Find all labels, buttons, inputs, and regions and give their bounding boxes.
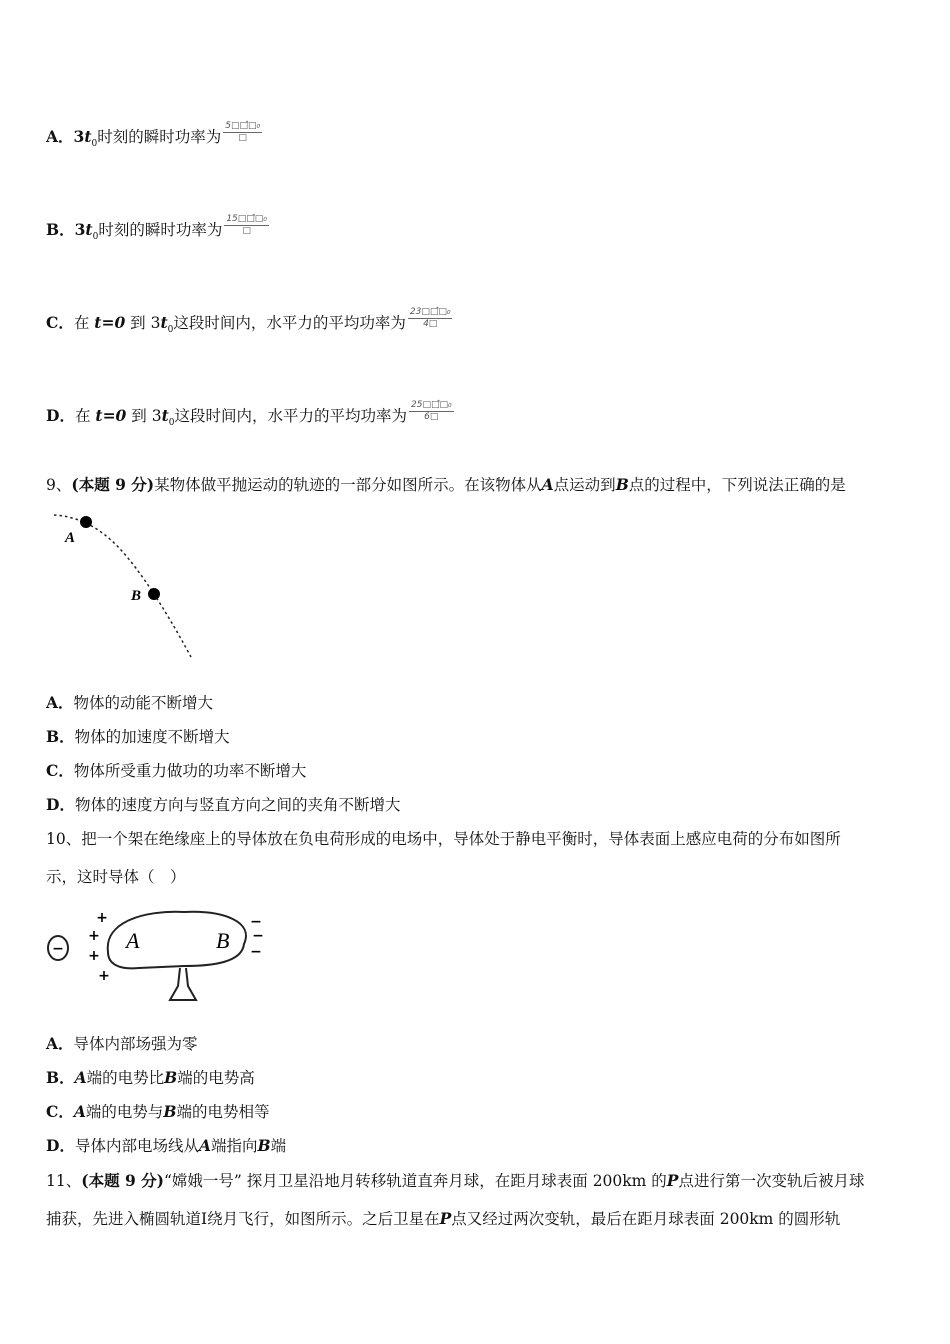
q9-stem: [46, 474, 846, 496]
option-text: 端的电势高: [177, 1069, 255, 1087]
q9-option-d: [46, 794, 400, 816]
option-text: 导体内部电场线从: [74, 1137, 199, 1155]
option-letter: A．: [46, 127, 74, 146]
trajectory-figure: [46, 505, 206, 665]
denominator: □: [238, 132, 247, 143]
option-text: 物体的加速度不断增大: [74, 728, 230, 746]
option-letter: C．: [46, 313, 74, 332]
option-text: 端的电势比: [86, 1069, 165, 1087]
conductor-label-b: B: [216, 928, 230, 953]
end-a: A: [74, 1068, 87, 1087]
point-a-label: A: [541, 475, 554, 494]
stem-text: 点运动到: [553, 476, 616, 494]
denominator: 6□: [424, 411, 439, 422]
option-text: 物体所受重力做功的功率不断增大: [73, 762, 307, 780]
denominator: □: [242, 225, 251, 236]
end-b: B: [163, 1102, 177, 1121]
point-b-label: B: [615, 475, 629, 494]
coefficient: 3: [73, 127, 85, 146]
option-text: 时刻的瞬时功率为: [98, 221, 223, 239]
q8-option-c: [46, 306, 452, 341]
insulating-stand: [170, 968, 196, 1000]
q10-option-c: [46, 1101, 270, 1123]
q10-stem-line1: [46, 828, 841, 850]
stem-text: “嫦娥一号” 探月卫星沿地月转移轨道直奔月球，在距月球表面 200km 的: [163, 1172, 667, 1190]
plus-sign: +: [88, 948, 100, 964]
end-a: A: [198, 1136, 211, 1155]
option-letter: A．: [46, 693, 74, 712]
point-p-label: P: [666, 1171, 679, 1190]
numerator: 15□□̂□₀: [226, 213, 267, 224]
plus-sign: +: [88, 928, 100, 944]
q9-option-a: [46, 692, 213, 714]
option-text: 端的电势与: [85, 1103, 164, 1121]
point-p-label: P: [439, 1209, 452, 1228]
fraction-formula: [223, 121, 262, 144]
option-letter: B．: [46, 1068, 75, 1087]
minus-sign: −: [252, 928, 264, 944]
subscript: 0: [92, 232, 99, 243]
question-number: 10、: [46, 830, 82, 848]
score-note: (本题 9 分): [71, 475, 155, 494]
stem-text: 把一个架在绝缘座上的导体放在负电荷形成的电场中，导体处于静电平衡时，导体表面上感应电荷的分布如图所: [81, 830, 841, 848]
denominator: 4□: [423, 318, 438, 329]
question-number: 11、: [46, 1172, 82, 1190]
conductor-figure: [44, 902, 274, 1012]
q8-option-d: [46, 399, 454, 434]
option-letter: C．: [46, 761, 74, 780]
option-text: 在: [74, 407, 91, 425]
stem-text: 某物体做平抛运动的轨迹的一部分如图所示。在该物体从: [154, 476, 542, 494]
q8-option-a: [46, 120, 262, 155]
option-letter: D．: [46, 795, 75, 814]
option-text: 这段时间内，水平力的平均功率为: [174, 407, 407, 425]
numerator: 25□□̂□₀: [411, 399, 452, 410]
end-b: B: [164, 1068, 178, 1087]
option-letter: C．: [46, 1102, 74, 1121]
coefficient: 3: [74, 220, 86, 239]
option-text: 在: [73, 314, 90, 332]
negative-charge-sign: −: [52, 941, 64, 957]
subscript: 0: [167, 325, 174, 336]
minus-sign: −: [250, 944, 262, 960]
fraction-formula: [409, 400, 454, 423]
figure-label-b: B: [131, 588, 142, 604]
stem-text: 点的过程中，下列说法正确的是: [628, 476, 846, 494]
stem-text: 点又经过两次变轨，最后在距月球表面 200km 的圆形轨: [451, 1210, 841, 1228]
stem-text: 点进行第一次变轨后被月球: [678, 1172, 865, 1190]
option-text: 端的电势相等: [176, 1103, 270, 1121]
end-b: B: [257, 1136, 271, 1155]
conductor-label-a: A: [126, 928, 140, 953]
minus-sign: −: [250, 914, 262, 930]
q11-stem-line1: [46, 1170, 864, 1192]
q10-stem-line2: [46, 866, 186, 888]
q9-option-c: [46, 760, 306, 782]
option-text: 导体内部场强为零: [73, 1035, 198, 1053]
option-text: 物体的动能不断增大: [73, 694, 214, 712]
option-text: 端: [270, 1137, 287, 1155]
fraction-formula: [408, 307, 453, 330]
q8-option-b: [46, 213, 269, 248]
numerator: 23□□̂□₀: [409, 306, 451, 317]
time-symbol: t: [84, 127, 92, 146]
score-note: (本题 9 分): [81, 1171, 164, 1190]
q10-option-a: [46, 1033, 198, 1055]
time-symbol: t: [160, 313, 168, 332]
point-a-dot: [80, 516, 92, 528]
plus-sign: +: [98, 968, 110, 984]
stem-text: 捕获，先进入椭圆轨道Ⅰ绕月飞行，如图所示。之后卫星在: [46, 1210, 440, 1228]
option-text: 到 3: [130, 314, 161, 332]
end-a: A: [73, 1102, 86, 1121]
option-text: 端指向: [211, 1137, 258, 1155]
figure-label-a: A: [65, 530, 76, 546]
q10-option-b: [46, 1067, 255, 1089]
fraction-formula: [224, 214, 269, 237]
subscript: 0: [91, 139, 98, 150]
q9-option-b: [46, 726, 230, 748]
plus-sign: +: [96, 910, 108, 926]
option-letter: D．: [46, 406, 75, 425]
option-text: 到 3: [131, 407, 162, 425]
subscript: 0: [168, 418, 175, 429]
time-symbol: t: [161, 406, 169, 425]
stem-text: 示，这时导体（ ）: [46, 868, 186, 886]
option-text: 物体的速度方向与竖直方向之间的夹角不断增大: [74, 796, 401, 814]
option-text: 时刻的瞬时功率为: [97, 128, 222, 146]
option-letter: D．: [46, 1136, 75, 1155]
point-b-dot: [148, 588, 160, 600]
numerator: 5□□̂□₀: [225, 120, 261, 131]
option-letter: B．: [46, 220, 75, 239]
time-expression: t=0: [94, 313, 126, 332]
question-number: 9、: [46, 476, 72, 494]
option-text: 这段时间内，水平力的平均功率为: [173, 314, 406, 332]
option-letter: A．: [46, 1034, 74, 1053]
option-letter: B．: [46, 727, 75, 746]
time-symbol: t: [85, 220, 93, 239]
q10-option-d: [46, 1135, 286, 1157]
time-expression: t=0: [95, 406, 127, 425]
q11-stem-line2: [46, 1208, 840, 1230]
